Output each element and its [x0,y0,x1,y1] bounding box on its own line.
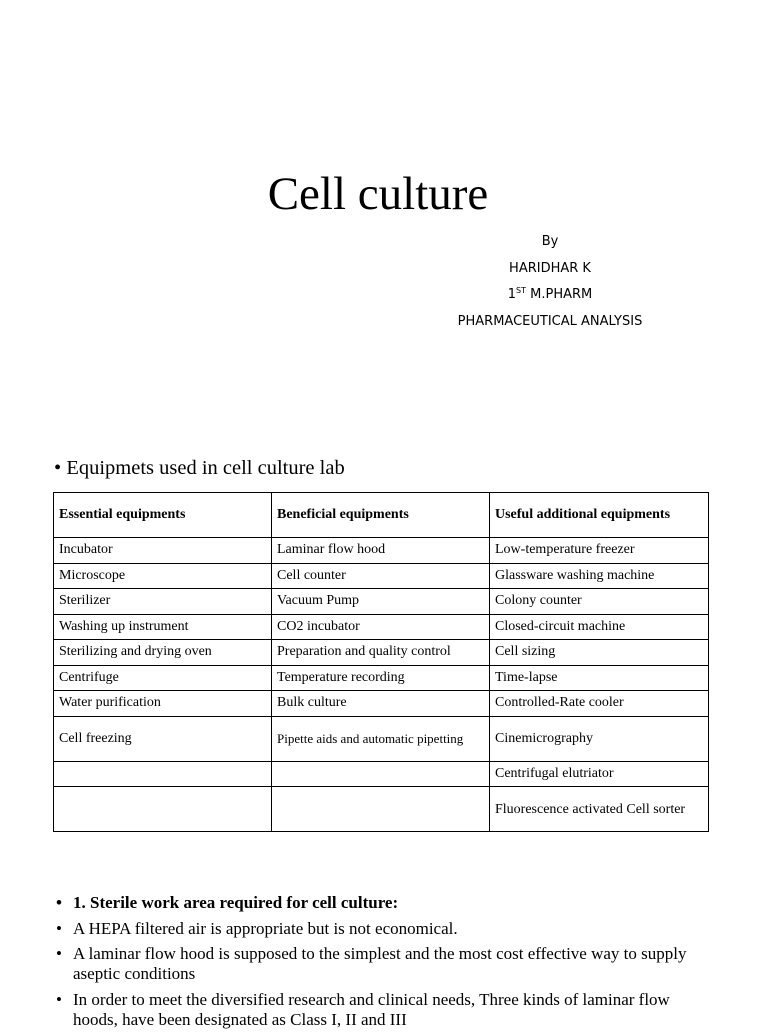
list-item: • 1. Sterile work area required for cell culture: [56,893,716,913]
table-row [54,761,709,787]
table-cell: Sterilizer [54,589,272,615]
table-row [54,716,709,761]
table-cell [54,787,272,832]
table-row [54,589,709,615]
table-cell: Glassware washing machine [490,563,709,589]
section-heading-text: Equipmets used in cell culture lab [66,457,345,479]
table-cell: Laminar flow hood [272,538,490,564]
notes-list [56,893,716,1035]
table-cell: Water purification [54,691,272,717]
table-cell: Washing up instrument [54,614,272,640]
byline-year-suffix: ST [516,286,526,295]
byline-author: HARIDHAR K [509,260,591,276]
table-cell: Time-lapse [490,665,709,691]
section-heading: • Equipmets used in cell culture lab [54,457,345,479]
table-row [54,614,709,640]
table-cell: CO2 incubator [272,614,490,640]
table-cell: Centrifugal elutriator [490,761,709,787]
table-row [54,538,709,564]
byline-year [440,282,660,309]
table-cell: Pipette aids and automatic pipetting [272,716,490,761]
table-row [54,665,709,691]
table-cell: Cell sizing [490,640,709,666]
table-row [54,787,709,832]
table-cell: Centrifuge [54,665,272,691]
list-item: • A laminar flow hood is supposed to the simplest and the most cost effective way to supply aseptic conditions [56,944,716,984]
table-row [54,563,709,589]
byline-year-number: 1 [507,287,517,302]
table-cell: Low-temperature freezer [490,538,709,564]
table-header-row [54,493,709,538]
table-cell: Preparation and quality control [272,640,490,666]
table-cell: Incubator [54,538,272,564]
equipment-table [53,492,709,832]
table-cell: Microscope [54,563,272,589]
table-cell: Closed-circuit machine [490,614,709,640]
table-cell: Fluorescence activated Cell sorter [490,787,709,832]
table-cell [54,761,272,787]
byline-year-rest: M.PHARM [526,287,593,302]
table-cell: Temperature recording [272,665,490,691]
table-cell: Cell freezing [54,716,272,761]
header-beneficial: Beneficial equipments [272,493,490,538]
header-essential: Essential equipments [54,493,272,538]
table-cell: Cell counter [272,563,490,589]
byline-by: By [541,234,559,249]
header-useful-additional: Useful additional equipments [490,493,709,538]
table-cell [272,761,490,787]
table-cell: Colony counter [490,589,709,615]
table-cell: Cinemicrography [490,716,709,761]
table-row [54,691,709,717]
list-item: • In order to meet the diversified research and clinical needs, Three kinds of laminar flow hoods, have been designated as Class I, II and III [56,990,716,1030]
list-item: • A HEPA filtered air is appropriate but is not economical. [56,919,716,939]
page-title: Cell culture [267,168,489,220]
byline [440,229,660,335]
byline-department: PHARMACEUTICAL ANALYSIS [457,313,643,329]
table-row [54,640,709,666]
table-cell [272,787,490,832]
table-cell: Sterilizing and drying oven [54,640,272,666]
table-cell: Bulk culture [272,691,490,717]
table-cell: Vacuum Pump [272,589,490,615]
table-cell: Controlled-Rate cooler [490,691,709,717]
